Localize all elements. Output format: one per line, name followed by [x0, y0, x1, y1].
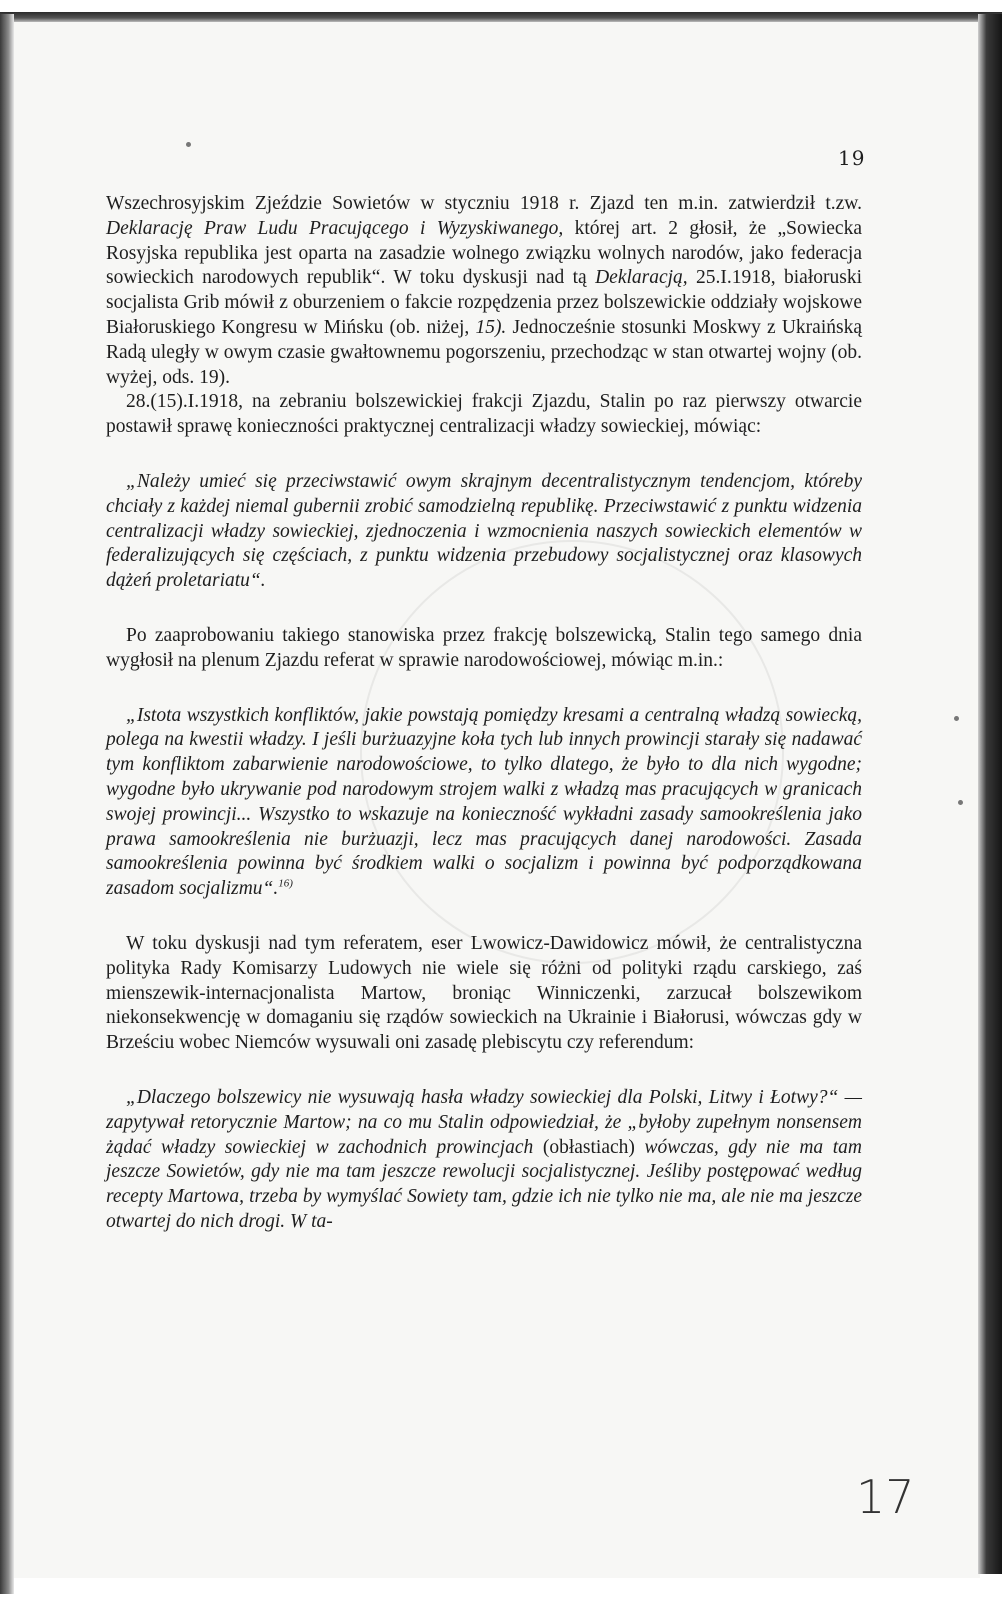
- paragraph-1: [106, 192, 862, 390]
- scan-edge-top: [0, 12, 1002, 22]
- quote-text: „Dlaczego bolszewicy nie wysuwają hasła władzy sowieckiej dla Polski, Litwy i Łotwy?“ — zapytywał retorycznie Martow; na co mu Stalin odpowiedział, że „byłoby zupełnym nonsensem żądać władzy sowieckiej w zachodnich prowincjach: [106, 1086, 862, 1158]
- quote-plain-term: (obłastiach): [542, 1136, 635, 1158]
- quote-2: [106, 704, 862, 902]
- scan-edge-left: [0, 14, 14, 1594]
- section-ref: 15).: [475, 316, 507, 338]
- paragraph-4: W toku dyskusji nad tym referatem, eser Lwowicz-Dawidowicz mówił, że centralistyczna polityka Rady Komisarzy Ludowych nie wiele się różni od polityki rządu carskiego, zaś mienszewik-internacjonalista Martow, broniąc Winniczenki, zarzucał bolszewikom niekonsekwencję w domaganiu się rządów sowieckich na Ukrainie i Białorusi, wówczas gdy w Brześciu wobec Niemców wysuwali oni zasadę plebiscytu czy referendum:: [106, 932, 862, 1054]
- scan-edge-right: [978, 14, 1002, 1574]
- speck: [186, 142, 191, 147]
- paragraph-text: Jednocześnie stosunki Moskwy z Ukraińską Radą uległy w owym czasie gwałtownemu pogorszeniu, przechodząc w stan otwartej wojny (ob. wyżej, ods. 19).: [106, 316, 862, 388]
- document-body: [106, 192, 862, 1235]
- quote-1: „Należy umieć się przeciwstawić owym skrajnym decentralistycznym tendencjom, któreby chciały z każdej niemal gubernii zrobić samodzielną republikę. Przeciwstawić z punktu widzenia centralizacji władzy sowieckiej, zjednoczenia i wzmocnienia naszych sowieckich elementów w federalizujących się częściach, z punktu widzenia przebudowy socjalistycznej oraz klasowych dążeń proletariatu“.: [106, 470, 862, 592]
- quote-text: wówczas, gdy nie ma tam jeszcze Sowietów, gdy nie ma tam jeszcze rewolucji socjalistycznej. Jeśliby postępować według recepty Martowa, trzeba by wymyślać Sowiety tam, gdzie ich nie tylko nie ma, ale nie ma jeszcze otwartej do nich drogi. W ta-: [106, 1136, 862, 1232]
- paragraph-2: 28.(15).I.1918, na zebraniu bolszewickiej frakcji Zjazdu, Stalin po raz pierwszy otwarcie postawił sprawę konieczności praktycznej centralizacji władzy sowieckiej, mówiąc:: [106, 391, 862, 438]
- page-number: 19: [838, 146, 866, 170]
- footnote-ref: 16): [278, 877, 293, 890]
- paragraph-text: Wszechrosyjskim Zjeździe Sowietów w styczniu 1918 r. Zjazd ten m.in. zatwierdził t.zw.: [106, 193, 862, 214]
- paragraph-text: której art. 2 głosił, że „Sowiecka Rosyjska republika jest oparta na zasadzie wolnego związku wolnych narodów, jako federacja sowieckich narodowych republik“. W toku dyskusji nad tą: [106, 217, 862, 289]
- paragraph-text: 25.I.1918, białoruski socjalista Grib mówił z oburzeniem o fakcie rozpędzenia przez bolszewickie oddziały wojskowe Białoruskiego Kongresu w Mińsku (ob. niżej,: [106, 267, 863, 338]
- declaration-title: Deklarację Praw Ludu Pracującego i Wyzyskiwanego,: [106, 217, 564, 239]
- speck: [958, 800, 963, 805]
- quote-3: [106, 1086, 862, 1235]
- paragraph-3: Po zaaprobowaniu takiego stanowiska przez frakcję bolszewicką, Stalin tego samego dnia wygłosił na plenum Zjazdu referat w sprawie narodowościowej, mówiąc m.in.:: [106, 624, 862, 671]
- declaration-ref: Deklaracją,: [595, 267, 688, 289]
- quote-text: „Istota wszystkich konfliktów, jakie powstają pomiędzy kresami a centralną władzą sowiecką, polega na kwestii władzy. I jeśli burżuazyjne koła tych lub innych prowincji starały się nadawać tym konfliktom zabarwienie narodowościowe, to tylko dlatego, że było to dla nich wygodne; wygodne było ukrywanie pod narodowym strojem walki z władzą mas pracujących w granicach swojej prowincji... Wszystko to wskazuje na konieczność wykładni zasady samookreślenia jako prawa samookreślenia nie burżuazji, lecz mas pracujących danej narodowości. Zasada samookreślenia powinna być środkiem walki o socjalizm i powinna być podporządkowana zasadom socjalizmu“.: [106, 704, 862, 900]
- speck: [954, 716, 959, 721]
- handwritten-folio-number: 17: [856, 1470, 915, 1524]
